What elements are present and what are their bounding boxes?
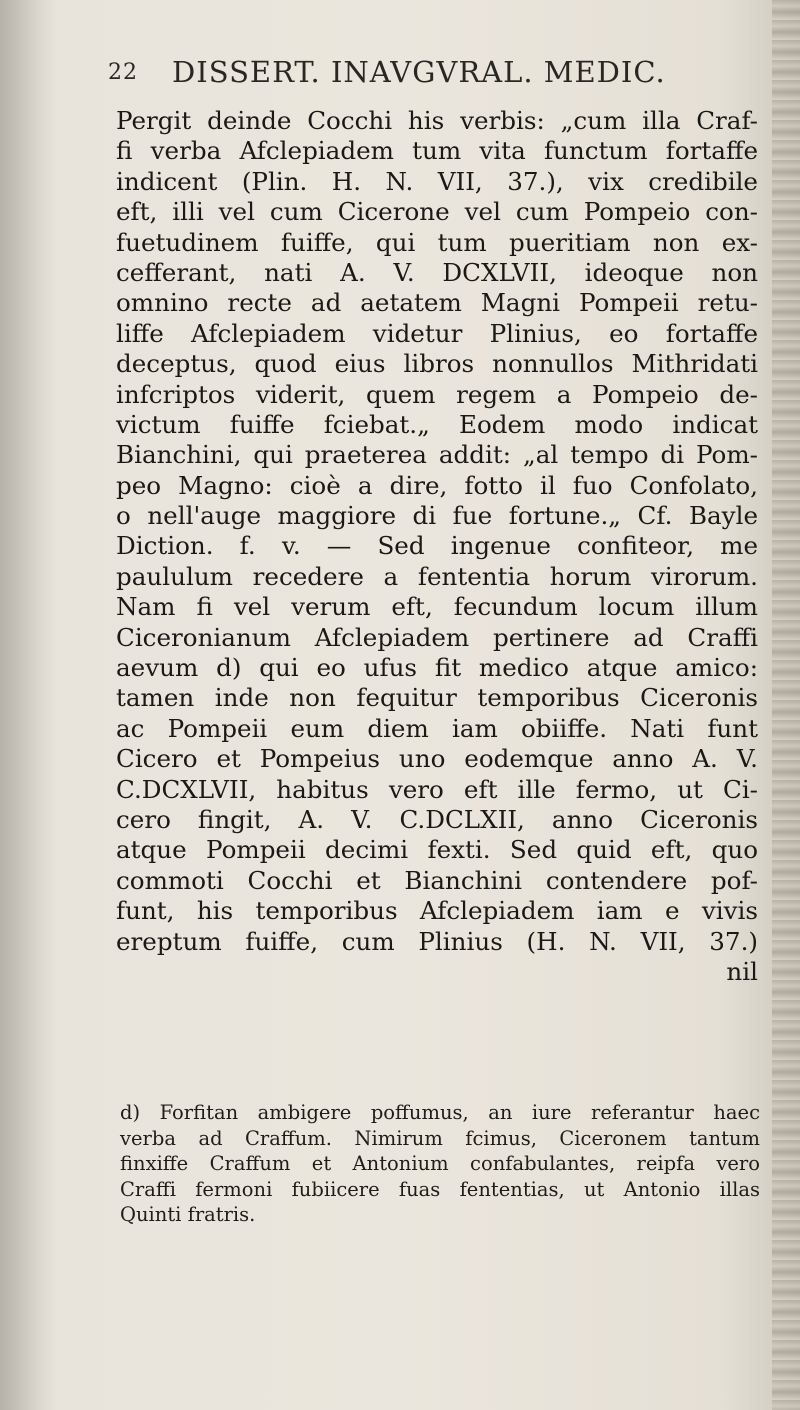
- running-title: DISSERT. INAVGVRAL. MEDIC.: [172, 55, 666, 89]
- text-line: Pergit deinde Cocchi his verbis: „cum illa Craf-: [116, 106, 758, 135]
- text-line: deceptus, quod eius libros nonnullos Mithridati: [116, 349, 758, 379]
- footnote-line: Craffi fermoni fubiicere fuas fententias, ut Antonio illas: [120, 1177, 760, 1201]
- text-line: tamen inde non fequitur temporibus Ciceronis: [116, 683, 758, 713]
- text-line: Diction. f. v. — Sed ingenue confiteor, me: [116, 531, 758, 561]
- page-number: 22: [108, 59, 138, 85]
- text-line: ereptum fuiffe, cum Plinius (H. N. VII, 37.): [116, 926, 758, 956]
- text-line: fuetudinem fuiffe, qui tum pueritiam non ex-: [116, 227, 758, 257]
- text-line: atque Pompeii decimi fexti. Sed quid eft, quo: [116, 835, 758, 865]
- text-line: commoti Cocchi et Bianchini contendere pof-: [116, 865, 758, 895]
- text-line: omnino recte ad aetatem Magni Pompeii retu-: [116, 288, 758, 318]
- text-line: Nam fi vel verum eft, fecundum locum illum: [116, 592, 758, 622]
- text-line: C.DCXLVII, habitus vero eft ille fermo, ut Ci-: [116, 774, 758, 804]
- footnote-line: d) Forfitan ambigere poffumus, an iure referantur haec: [120, 1101, 760, 1124]
- text-line: Cicero et Pompeius uno eodemque anno A. V.: [116, 744, 758, 774]
- footnote-line: finxiffe Craffum et Antonium confabulantes, reipfa vero: [120, 1152, 760, 1175]
- running-head: [108, 50, 728, 94]
- footnote: [120, 1100, 760, 1228]
- footnote-line: Quinti fratris.: [120, 1203, 256, 1226]
- text-line: infcriptos viderit, quem regem a Pompeio de-: [116, 379, 758, 409]
- text-line: Ciceronianum Afclepiadem pertinere ad Craffi: [116, 622, 758, 652]
- main-text: [116, 106, 758, 987]
- footnote-line: verba ad Craffum. Nimirum fcimus, Ciceronem tantum: [120, 1126, 760, 1150]
- text-line: indicent (Plin. H. N. VII, 37.), vix credibile: [116, 166, 758, 196]
- text-line: aevum d) qui eo ufus fit medico atque amico:: [116, 653, 758, 683]
- page-edge: [772, 0, 800, 1410]
- text-line: cero fingit, A. V. C.DCLXII, anno Ciceronis: [116, 804, 758, 834]
- text-line: peo Magno: cioè a dire, fotto il fuo Confolato,: [116, 470, 758, 500]
- text-line: ac Pompeii eum diem iam obiiffe. Nati funt: [116, 713, 758, 743]
- text-line: o nell'auge maggiore di fue fortune.„ Cf. Bayle: [116, 501, 758, 531]
- catchword: nil: [726, 956, 758, 986]
- text-line: eft, illi vel cum Cicerone vel cum Pompeio con-: [116, 197, 758, 227]
- text-line: liffe Afclepiadem videtur Plinius, eo fortaffe: [116, 318, 758, 348]
- text-line: paululum recedere a fententia horum virorum.: [116, 561, 758, 591]
- text-line: fi verba Afclepiadem tum vita functum fortaffe: [116, 136, 758, 166]
- text-line: Bianchini, qui praeterea addit: „al tempo di Pom-: [116, 440, 758, 470]
- text-line: funt, his temporibus Afclepiadem iam e vivis: [116, 896, 758, 926]
- text-line: cefferant, nati A. V. DCXLVII, ideoque non: [116, 257, 758, 287]
- text-line: victum fuiffe fciebat.„ Eodem modo indicat: [116, 409, 758, 439]
- binding-shadow: [0, 0, 55, 1410]
